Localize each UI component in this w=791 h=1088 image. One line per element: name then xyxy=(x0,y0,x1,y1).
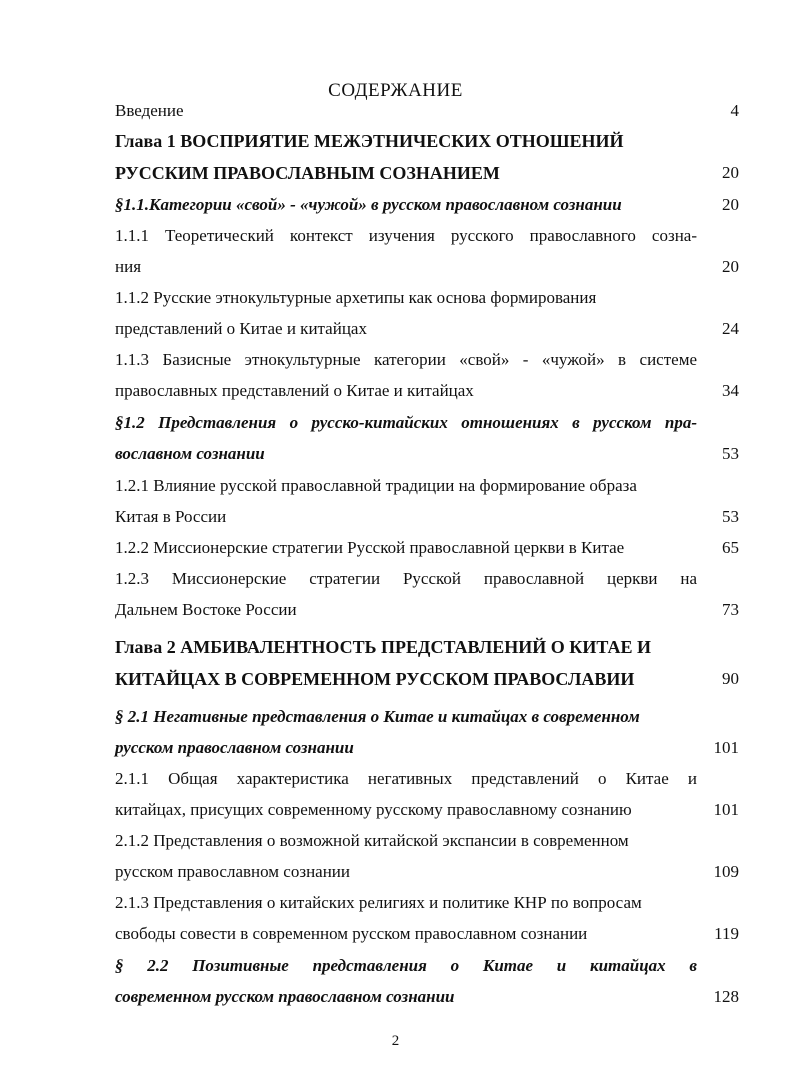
toc-entry-text: Глава 2 АМБИВАЛЕНТНОСТЬ ПРЕДСТАВЛЕНИЙ О КИТАЕ И xyxy=(115,637,651,657)
toc-entry-text: РУССКИМ ПРАВОСЛАВНЫМ СОЗНАНИЕМ xyxy=(115,163,500,183)
toc-entry-text: Введение xyxy=(115,101,184,120)
page-number: 2 xyxy=(391,1033,400,1049)
toc-page-number: 53 xyxy=(722,507,739,526)
toc-entry-text: КИТАЙЦАХ В СОВРЕМЕННОМ РУССКОМ ПРАВОСЛАВИИ xyxy=(115,669,635,689)
toc-entry-text: 2.1.2 Представления о возможной китайской экспансии в современном xyxy=(115,831,629,850)
toc-page-number: 4 xyxy=(730,101,739,120)
toc-entry-text: 1.2.3 Миссионерские стратегии Русской православной церкви на xyxy=(115,569,697,588)
toc-entry-text: свободы совести в современном русском православном сознании xyxy=(115,924,588,943)
toc-entry-text: вославном сознании xyxy=(115,444,265,463)
toc-entry-text: §1.2 Представления о русско-китайских отношениях в русском пра- xyxy=(115,413,697,432)
toc-entry-text: 1.1.1 Теоретический контекст изучения русского православного созна- xyxy=(115,226,697,245)
toc-entry-text: § 2.1 Негативные представления о Китае и китайцах в современном xyxy=(115,707,640,726)
toc-page-number: 20 xyxy=(722,257,739,276)
toc-entry-text: Глава 1 ВОСПРИЯТИЕ МЕЖЭТНИЧЕСКИХ ОТНОШЕНИЙ xyxy=(115,131,624,151)
toc-entry-text: 2.1.3 Представления о китайских религиях и политике КНР по вопросам xyxy=(115,893,642,912)
toc-entry-text: современном русском православном сознании xyxy=(115,987,455,1006)
toc-page-number: 128 xyxy=(713,987,739,1006)
page-title: СОДЕРЖАНИЕ xyxy=(328,80,463,101)
toc-page-number: 53 xyxy=(722,444,739,463)
toc-entry-text: ния xyxy=(115,257,142,276)
toc-page-number: 24 xyxy=(722,319,739,338)
toc-entry-text: 2.1.1 Общая характеристика негативных представлений о Китае и xyxy=(115,769,697,788)
toc-entry-text: 1.1.3 Базисные этнокультурные категории «свой» - «чужой» в системе xyxy=(115,350,697,369)
toc-page-number: 119 xyxy=(714,924,739,943)
toc-entry-text: § 2.2 Позитивные представления о Китае и китайцах в xyxy=(115,956,697,975)
toc-page-number: 101 xyxy=(713,738,739,757)
toc-page-number: 109 xyxy=(713,862,739,881)
toc-entry-text: 1.2.2 Миссионерские стратегии Русской православной церкви в Китае xyxy=(115,538,625,557)
toc-page-number: 20 xyxy=(722,195,739,214)
toc-page-number: 101 xyxy=(713,800,739,819)
toc-entry-text: 1.2.1 Влияние русской православной традиции на формирование образа xyxy=(115,476,637,495)
toc-page-number: 34 xyxy=(722,381,739,400)
toc-entry-text: представлений о Китае и китайцах xyxy=(115,319,367,338)
toc-entry-text: Дальнем Востоке России xyxy=(115,600,297,619)
toc-page-number: 20 xyxy=(722,163,739,182)
toc-entry-text: русском православном сознании xyxy=(115,862,351,881)
toc-entry-text: православных представлений о Китае и китайцах xyxy=(115,381,474,400)
toc-entry-text: русском православном сознании xyxy=(115,738,354,757)
toc-page-number: 65 xyxy=(722,538,739,557)
toc-page-number: 73 xyxy=(722,600,739,619)
toc-entry-text: §1.1.Категории «свой» - «чужой» в русском православном сознании xyxy=(115,195,622,214)
toc-entry-text: 1.1.2 Русские этнокультурные архетипы как основа формирования xyxy=(115,288,597,307)
toc-entry-text: китайцах, присущих современному русскому православному сознанию xyxy=(115,800,632,819)
toc-page-number: 90 xyxy=(722,669,739,688)
toc-entry-text: Китая в России xyxy=(115,507,227,526)
